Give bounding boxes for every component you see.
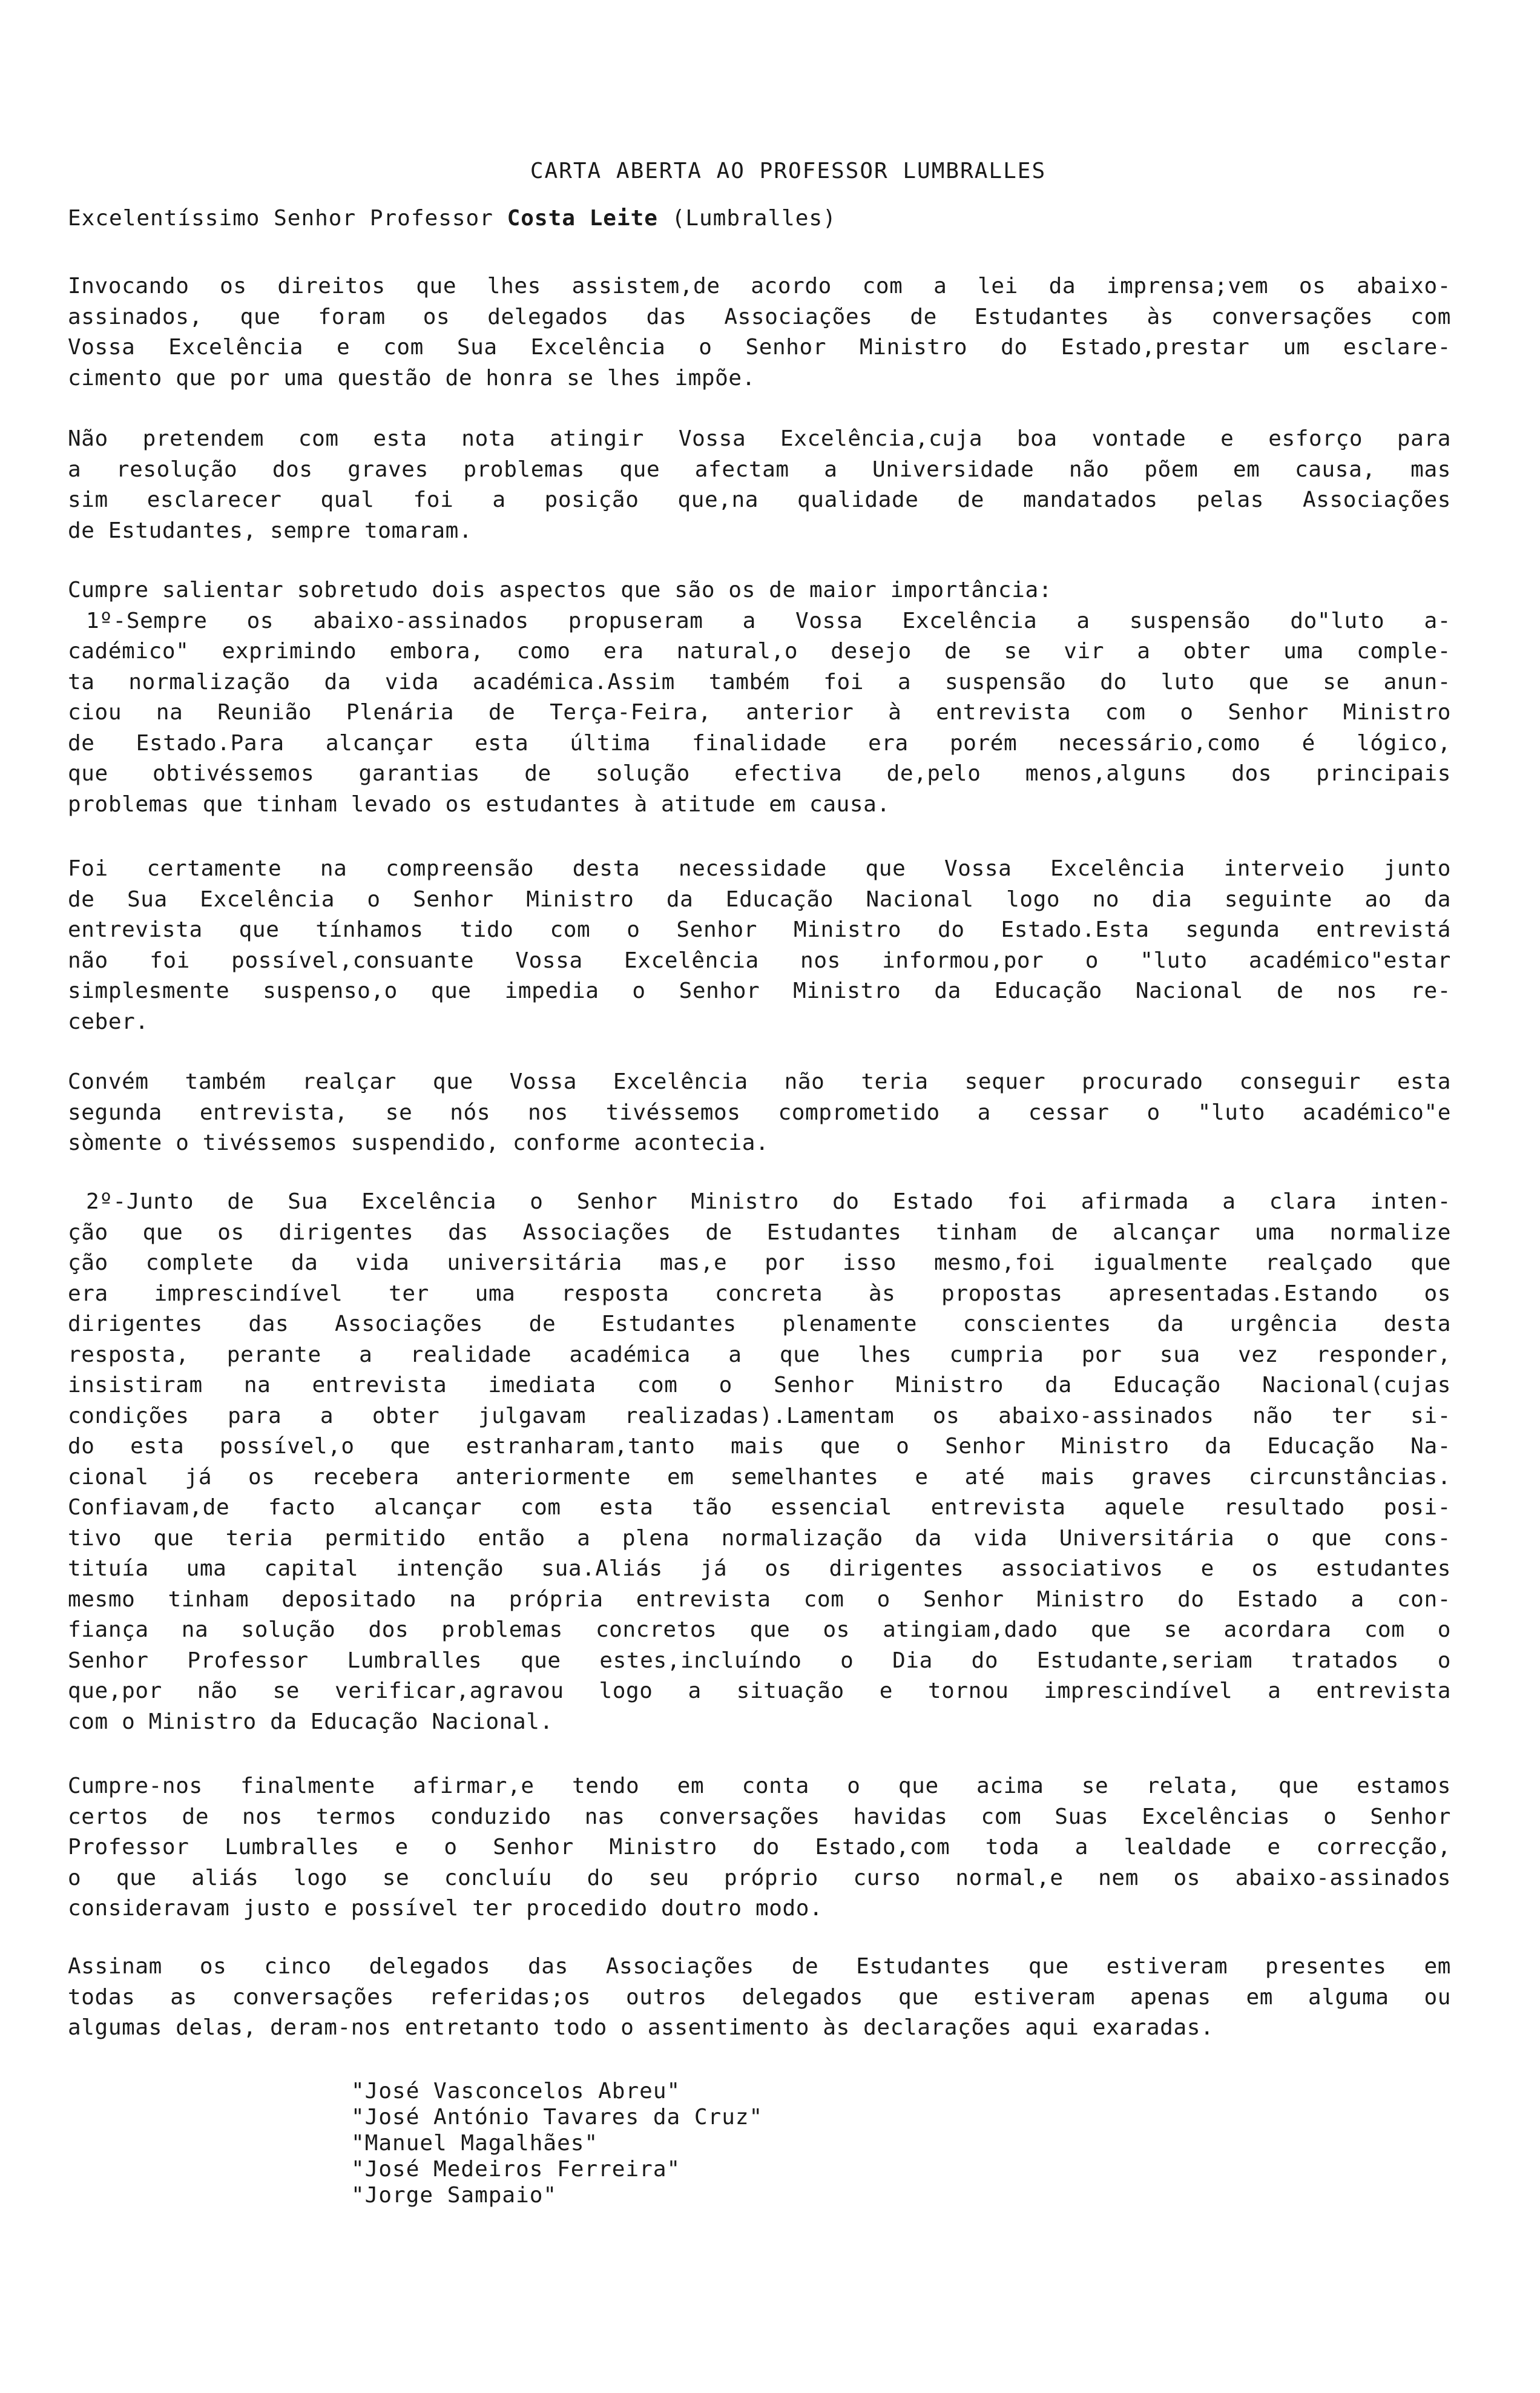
- paragraph-3: [68, 575, 1451, 820]
- paragraph-line: cional já os recebera anteriormente em semelhantes e até mais graves circunstâncias.: [68, 1464, 1451, 1490]
- paragraph-line: tivo que teria permitido então a plena normalização da vida Universitária o que cons-: [68, 1525, 1451, 1551]
- paragraph-line: não foi possível,consuante Vossa Excelência nos informou,por o "luto académico"estar: [68, 948, 1451, 973]
- paragraph-6: [68, 1187, 1451, 1737]
- paragraph-line: que obtivéssemos garantias de solução efectiva de,pelo menos,alguns dos principais: [68, 761, 1451, 786]
- paragraph-line: algumas delas, deram-nos entretanto todo o assentimento às declarações aqui exaradas.: [68, 2015, 1214, 2040]
- salutation-suffix: (Lumbralles): [657, 206, 837, 231]
- paragraph-line: Confiavam,de facto alcançar com esta tão essencial entrevista aquele resultado posi-: [68, 1495, 1451, 1520]
- paragraph-line: Vossa Excelência e com Sua Excelência o Senhor Ministro do Estado,prestar um esclare-: [68, 335, 1451, 360]
- paragraph-line: insistiram na entrevista imediata com o Senhor Ministro da Educação Nacional(cujas: [68, 1373, 1451, 1398]
- salutation: [68, 206, 837, 231]
- paragraph-line: entrevista que tínhamos tido com o Senhor Ministro do Estado.Esta segunda entrevistá: [68, 917, 1451, 942]
- salutation-prefix: Excelentíssimo Senhor Professor: [68, 206, 507, 231]
- paragraph-line: ção complete da vida universitária mas,e por isso mesmo,foi igualmente realçado que: [68, 1250, 1451, 1275]
- paragraph-line: assinados, que foram os delegados das Associações de Estudantes às conversações com: [68, 304, 1451, 329]
- paragraph-line: tituía uma capital intenção sua.Aliás já os dirigentes associativos e os estudantes: [68, 1556, 1451, 1581]
- paragraph-line: Foi certamente na compreensão desta necessidade que Vossa Excelência interveio junto: [68, 856, 1451, 881]
- paragraph-line: Cumpre salientar sobretudo dois aspectos que são os de maior importância:: [68, 578, 1052, 602]
- paragraph-line: certos de nos termos conduzido nas conversações havidas com Suas Excelências o Senhor: [68, 1804, 1451, 1829]
- paragraph-line: de Sua Excelência o Senhor Ministro da Educação Nacional logo no dia seguinte ao da: [68, 886, 1451, 912]
- paragraph-line: Senhor Professor Lumbralles que estes,incluíndo o Dia do Estudante,seriam tratados o: [68, 1648, 1451, 1673]
- salutation-name: Costa Leite: [507, 206, 658, 231]
- paragraph-1: [68, 271, 1451, 394]
- paragraph-line: condições para a obter julgavam realizadas).Lamentam os abaixo-assinados não ter si-: [68, 1403, 1451, 1428]
- paragraph-line: de Estudantes, sempre tomaram.: [68, 518, 473, 543]
- paragraph-7: [68, 1771, 1451, 1924]
- signature-4: "José Medeiros Ferreira": [351, 2157, 681, 2182]
- paragraph-line: Não pretendem com esta nota atingir Vossa Excelência,cuja boa vontade e esforço para: [68, 426, 1451, 451]
- paragraph-line: ceber.: [68, 1009, 149, 1034]
- paragraph-line: sòmente o tivéssemos suspendido, conforme acontecia.: [68, 1130, 769, 1155]
- paragraph-line: o que aliás logo se concluíu do seu próprio curso normal,e nem os abaixo-assinados: [68, 1865, 1451, 1890]
- paragraph-line: a resolução dos graves problemas que afectam a Universidade não põem em causa, mas: [68, 457, 1451, 482]
- paragraph-line: que,por não se verificar,agravou logo a situação e tornou imprescindível a entrevista: [68, 1678, 1451, 1703]
- paragraph-line: Professor Lumbralles e o Senhor Ministro do Estado,com toda a lealdade e correcção,: [68, 1835, 1451, 1860]
- paragraph-line: fiança na solução dos problemas concretos que os atingiam,dado que se acordara com o: [68, 1617, 1451, 1642]
- paragraph-line: consideravam justo e possível ter procedido doutro modo.: [68, 1896, 823, 1921]
- paragraph-line: 2º-Junto de Sua Excelência o Senhor Ministro do Estado foi afirmada a clara inten-: [86, 1189, 1451, 1214]
- paragraph-line: resposta, perante a realidade académica a que lhes cumpria por sua vez responder,: [68, 1342, 1451, 1367]
- paragraph-line: cadémico" exprimindo embora, como era natural,o desejo de se vir a obter uma comple-: [68, 639, 1451, 664]
- paragraph-line: simplesmente suspenso,o que impedia o Senhor Ministro da Educação Nacional de nos re-: [68, 979, 1451, 1003]
- paragraph-line: de Estado.Para alcançar esta última finalidade era porém necessário,como é lógico,: [68, 730, 1451, 756]
- paragraph-line: Cumpre-nos finalmente afirmar,e tendo em conta o que acima se relata, que estamos: [68, 1774, 1451, 1798]
- paragraph-line: mesmo tinham depositado na própria entrevista com o Senhor Ministro do Estado a con-: [68, 1586, 1451, 1612]
- paragraph-5: [68, 1067, 1451, 1159]
- paragraph-line: segunda entrevista, se nós nos tivéssemos comprometido a cessar o "luto académico"e: [68, 1100, 1451, 1125]
- letter-title: CARTA ABERTA AO PROFESSOR LUMBRALLES: [530, 159, 1047, 183]
- paragraph-8: [68, 1952, 1451, 2044]
- paragraph-line: Invocando os direitos que lhes assistem,de acordo com a lei da imprensa;vem os abaixo-: [68, 274, 1451, 299]
- paragraph-2: [68, 424, 1451, 546]
- paragraph-line: dirigentes das Associações de Estudantes plenamente conscientes da urgência desta: [68, 1312, 1451, 1336]
- paragraph-line: era imprescindível ter uma resposta concreta às propostas apresentadas.Estando os: [68, 1281, 1451, 1306]
- paragraph-line: com o Ministro da Educação Nacional.: [68, 1709, 553, 1734]
- signature-1: "José Vasconcelos Abreu": [351, 2079, 681, 2104]
- paragraph-line: sim esclarecer qual foi a posição que,na qualidade de mandatados pelas Associações: [68, 487, 1451, 512]
- paragraph-line: ção que os dirigentes das Associações de Estudantes tinham de alcançar uma normalize: [68, 1220, 1451, 1245]
- paragraph-4: [68, 854, 1451, 1037]
- paragraph-line: todas as conversações referidas;os outros delegados que estiveram apenas em alguma ou: [68, 1984, 1451, 2010]
- paragraph-line: cimento que por uma questão de honra se lhes impõe.: [68, 365, 755, 391]
- paragraph-line: do esta possível,o que estranharam,tanto mais que o Senhor Ministro da Educação Na-: [68, 1434, 1451, 1459]
- paragraph-line: Assinam os cinco delegados das Associações de Estudantes que estiveram presentes em: [68, 1954, 1451, 1979]
- signature-2: "José António Tavares da Cruz": [351, 2105, 763, 2130]
- paragraph-line: 1º-Sempre os abaixo-assinados propuseram a Vossa Excelência a suspensão do"luto a-: [86, 608, 1451, 633]
- signature-5: "Jorge Sampaio": [351, 2183, 558, 2208]
- signature-list: [351, 2078, 763, 2208]
- paragraph-line: ciou na Reunião Plenária de Terça-Feira, anterior à entrevista com o Senhor Ministro: [68, 700, 1451, 725]
- paragraph-line: problemas que tinham levado os estudantes à atitude em causa.: [68, 791, 890, 817]
- paragraph-line: Convém também realçar que Vossa Excelência não teria sequer procurado conseguir esta: [68, 1069, 1451, 1094]
- signature-3: "Manuel Magalhães": [351, 2131, 599, 2156]
- paragraph-line: ta normalização da vida académica.Assim também foi a suspensão do luto que se anun-: [68, 669, 1451, 695]
